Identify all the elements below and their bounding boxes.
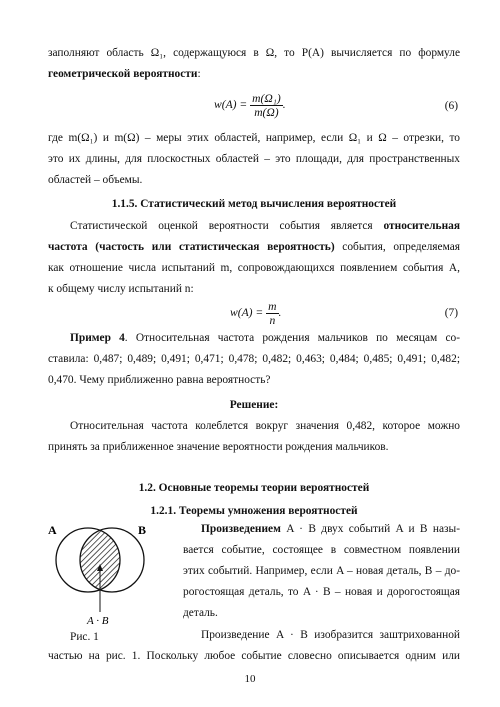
text-line: областей – объемы. — [48, 174, 143, 186]
bold-term: геометрической вероятности — [48, 68, 198, 80]
text-span: A · B двух событий A и B назы- — [280, 523, 460, 535]
label-b: B — [138, 523, 147, 537]
page-number: 10 — [244, 673, 256, 685]
equation-fraction — [266, 300, 278, 327]
text-line: как отношение числа испытаний m, сопровождающихся появлением события A, — [48, 262, 460, 274]
text-line: 0,470. Чему приближенно равна вероятность? — [48, 374, 271, 386]
label-ab: A · B — [87, 615, 109, 626]
text-line: деталь. — [183, 607, 218, 619]
fraction-numerator: m(Ω₁) — [252, 92, 281, 105]
bold-term: Произведением — [201, 523, 281, 535]
text-span: Статистической оценкой вероятности события является — [70, 220, 384, 232]
text-line — [70, 219, 460, 233]
fraction-numerator: m — [268, 300, 277, 313]
figure-caption: Рис. 1 — [70, 631, 99, 643]
punctuation: . — [282, 98, 286, 112]
example-label: Пример 4 — [70, 332, 125, 344]
text-line: этих событий. Например, если A – новая деталь, B – до- — [183, 565, 460, 577]
venn-diagram-figure — [34, 518, 164, 626]
text-span: события, определяемая — [334, 241, 460, 253]
text-line — [48, 67, 460, 81]
text-span: . Относительная частота рождения мальчиков по месяцам со- — [124, 332, 460, 344]
equation-7 — [230, 300, 281, 327]
fraction-denominator: n — [269, 314, 276, 327]
text-line: частью на рис. 1. Поскольку любое событие словесно описывается одним или — [48, 650, 460, 662]
punctuation: : — [197, 68, 201, 80]
equation-lhs: w(A) = — [214, 98, 248, 112]
subsection-heading: 1.2.1. Теоремы умножения вероятностей — [150, 505, 358, 517]
equation-6 — [214, 92, 286, 119]
punctuation: . — [278, 306, 282, 320]
text-line: к общему числу испытаний n: — [48, 283, 194, 295]
bold-term: относительная — [383, 220, 460, 232]
text-line: вается событие, состоящее в совместном появлении — [183, 544, 460, 556]
label-a: A — [48, 523, 57, 537]
text-line: ставила: 0,487; 0,489; 0,491; 0,471; 0,478; 0,482; 0,463; 0,484; 0,485; 0,491; 0,482; — [48, 353, 460, 365]
text-line: принять за приближенное значение вероятности рождения мальчиков. — [48, 441, 389, 453]
text-line: это их длины, для плоскостных областей – это площади, для пространственных — [48, 153, 460, 165]
text-line — [70, 331, 460, 345]
equation-number: (6) — [444, 100, 458, 112]
section-heading: 1.1.5. Статистический метод вычисления вероятностей — [111, 198, 397, 210]
section-heading: 1.2. Основные теоремы теории вероятностей — [138, 482, 370, 494]
text-line: Произведение A · B изобразится заштрихованной — [201, 629, 460, 641]
bold-term: частота (частость или статистическая вероятность) — [48, 241, 335, 253]
text-line: Относительная частота колеблется вокруг значения 0,482, которое можно — [70, 420, 460, 432]
text-line: заполняют область Ω₁, содержащуюся в Ω, то P(A) вычисляется по формуле — [48, 47, 460, 59]
text-line — [48, 240, 460, 254]
text-line — [201, 522, 460, 536]
solution-heading: Решение: — [229, 399, 279, 411]
fraction-denominator: m(Ω) — [254, 106, 279, 119]
equation-fraction — [250, 92, 283, 119]
text-line: рогостоящая деталь, то A · B – новая и дорогостоящая — [183, 586, 460, 598]
equation-number: (7) — [444, 307, 458, 319]
equation-lhs: w(A) = — [230, 306, 264, 320]
text-line: где m(Ω₁) и m(Ω) – меры этих областей, например, если Ω₁ и Ω – отрезки, то — [48, 132, 460, 144]
